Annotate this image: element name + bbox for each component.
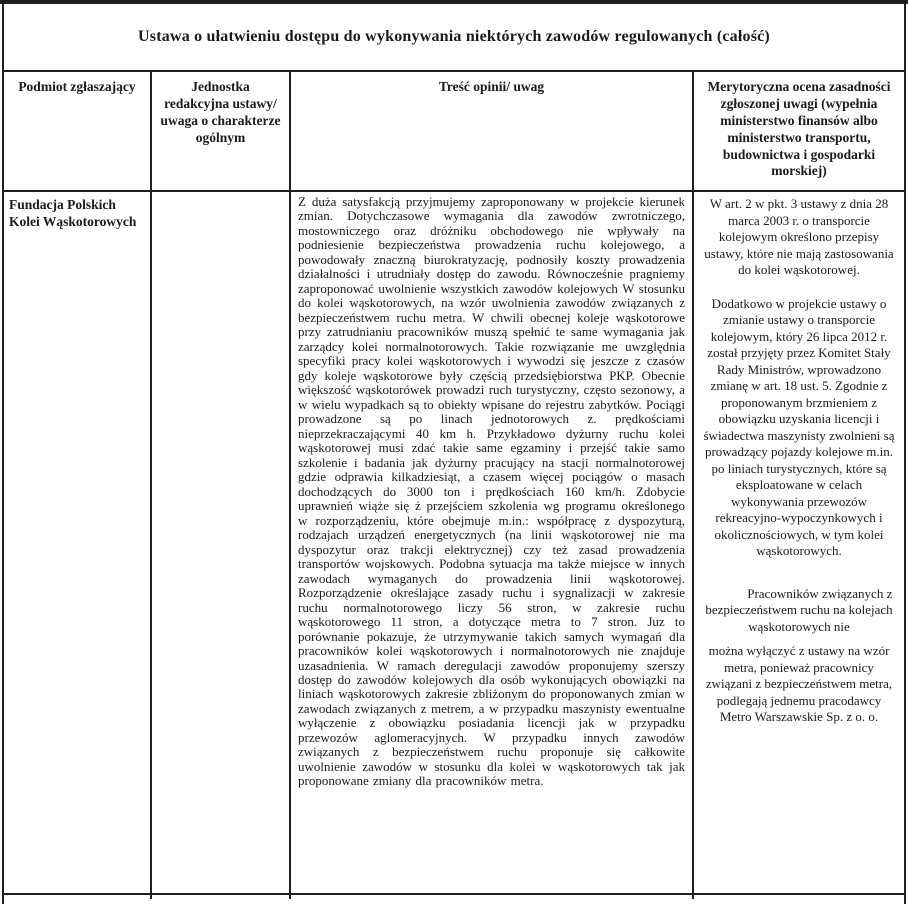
ocena-paragraph-3: Pracowników związanych z bezpieczeństwem ruchu na kolejach wąskotorowych nie <box>705 585 893 634</box>
cell-jednostka-redakcyjna <box>150 190 289 893</box>
table-row <box>4 190 904 893</box>
cell-tresc-opinii: Z duża satysfakcją przyjmujemy zaproponowany w projekcie kierunek zmian. Dotychczasowe wymagania dla zawodów zwrotniczego, mostowniczego oraz dróżniku obchodowego nie wpływały na podniesienie bezpieczeństwa prowadzenia ruchu kolejowego, a powodowały znaczną biurokratyzację, podnosiły koszty prowadzenia działalności i utrudniały dostęp do zawodu. Równocześnie pragniemy zaproponować uwolnienie wszystkich zawodów kolejowych W stosunku do kolei wąskotorowych, na wzór uwolnienia zawodów związanych z bezpieczeństwem ruchu metra. W chwili obecnej koleje wąskotorowe przy zatrudnianiu pracowników muszą spełnić te same wymagania jak zarządcy kolei normalnotorowych. Takie rozwiązanie me uwzględnia specyfiki pracy kolei wąskotorowych i wywodzi się jeszcze z czasów gdy koleje wąskotorowe były częścią przedsiębiorstwa PKP. Obecnie większość wąskotorówek prowadzi ruch turystyczny, często sezonowy, a w wielu wypadkach są to obiekty wpisane do rejestru zabytków. Pociągi prowadzone są po linach jednotorowych z. prędkościami nieprzekraczającymi 40 km h. Przykładowo dyżurny ruchu kolei wąskotorowej musi zdać takie same egzaminy i przejść takie samo szkolenie i badania jak dyżurny pracujący na stacji normalnotorowej gdzie odprawia kilkadziesiąt, a czasem więcej pociągów o masach dochodzących do 3000 ton i prędkościach 160 km/h. Zdobycie uprawnień wiąże się ż przejściem szkolenia wg programu określonego w rozporządzeniu, które obejmuje m.in.: współpracę z dyspozyturą, rodzajach urządzeń energetycznych (na linii wąskotorowej nie ma dyspozytur oraz trakcji elektrycznej) czy też zasad prowadzenia transportów wojskowych. Podobna sytuacja ma także miejsce w innych zawodach wymaganych do prowadzenia linii wąskotorowej. Rozporządzenie określające zasady ruchu i sygnalizacji w zakresie ruchu normalnotorowego liczy 56 stron, w zakresie ruchu wąskotorowego 11 stron, a dotyczące metra to 7 stron. Juz to porównanie pokazuje, że utrzymywanie takich samych wymagań dla pracowników kolei wąskotorowych i normalnotorowych nie znajduje uzasadnienia. W ramach deregulacji zawodów proponujemy szerszy dostęp do zawodów kolejowych dla osób wykonujących obowiązki na liniach wąskotorowych zakresie zbliżonym do proponowanych zmian w zawodach związanych z metrem, a w przypadku maszynisty ewentualne wyłączenie z obowiązku posiadania licencji jak w przypadku przewozów aglomeracyjnych. W przypadku innych zawodów związanych z bezpieczeństwem ruchu proponuje się całkowite uwolnienie zawodów w stosunku dla kolei w wąskotorowych tak jak proponowane zmiany dla pracowników metra. <box>289 190 692 893</box>
document-title-box <box>4 4 904 70</box>
page-frame <box>2 4 906 904</box>
cutoff-cell <box>289 893 692 899</box>
ocena-paragraph-2: Dodatkowo w projekcie ustawy o zmianie ustawy o transporcie kolejowym, który 26 lipca 2012 r. został przyjęty przez Komitet Stały Rady Ministrów, wprowadzono zmianę w art. 18 ust. 5. Zgodnie z proponowanym brzmieniem z obowiązku uzyskania licencji i świadectwa maszynisty zwolnieni są prowadzący pojazdy kolejowe m.in. po liniach turystycznych, które są eksploatowane w celach wykonywania przewozów rekreacyjno-wypoczynkowych i okolicznościowych, w tym kolei wąskotorowych. <box>703 295 895 558</box>
next-table-row-cutoff <box>4 893 904 899</box>
cutoff-cell <box>150 893 289 899</box>
column-header-tresc-opinii: Treść opinii/ uwag <box>289 70 692 190</box>
ocena-paragraph-1: W art. 2 w pkt. 3 ustawy z dnia 28 marca 2003 r. o transporcie kolejowym określono przepisy ustawy, które nie mają zastosowania do kolei wąskotorowej. <box>704 196 894 277</box>
column-header-jednostka-redakcyjna: Jednostka redakcyjna ustawy/ uwaga o charakterze ogólnym <box>150 70 289 190</box>
cell-podmiot-zglaszajacy: Fundacja Polskich Kolei Wąskotorowych <box>4 190 150 893</box>
column-header-podmiot-zglaszajacy: Podmiot zgłaszający <box>4 70 150 190</box>
cutoff-cell <box>692 893 904 899</box>
cutoff-cell <box>4 893 150 899</box>
document-title: Ustawa o ułatwieniu dostępu do wykonywania niektórych zawodów regulowanych (całość) <box>138 28 770 45</box>
column-header-merytoryczna-ocena: Merytoryczna ocena zasadności zgłoszonej uwagi (wypełnia ministerstwo finansów albo ministerstwo transportu, budownictwa i gospodarki morskiej) <box>692 70 904 190</box>
ocena-paragraph-4: można wyłączyć z ustawy na wzór metra, ponieważ pracownicy związani z bezpieczeństwem metra, podlegają jednemu pracodawcy Metro Warszawskie Sp. z o. o. <box>705 643 893 724</box>
table-header-row <box>4 70 904 190</box>
cell-merytoryczna-ocena <box>692 190 904 893</box>
